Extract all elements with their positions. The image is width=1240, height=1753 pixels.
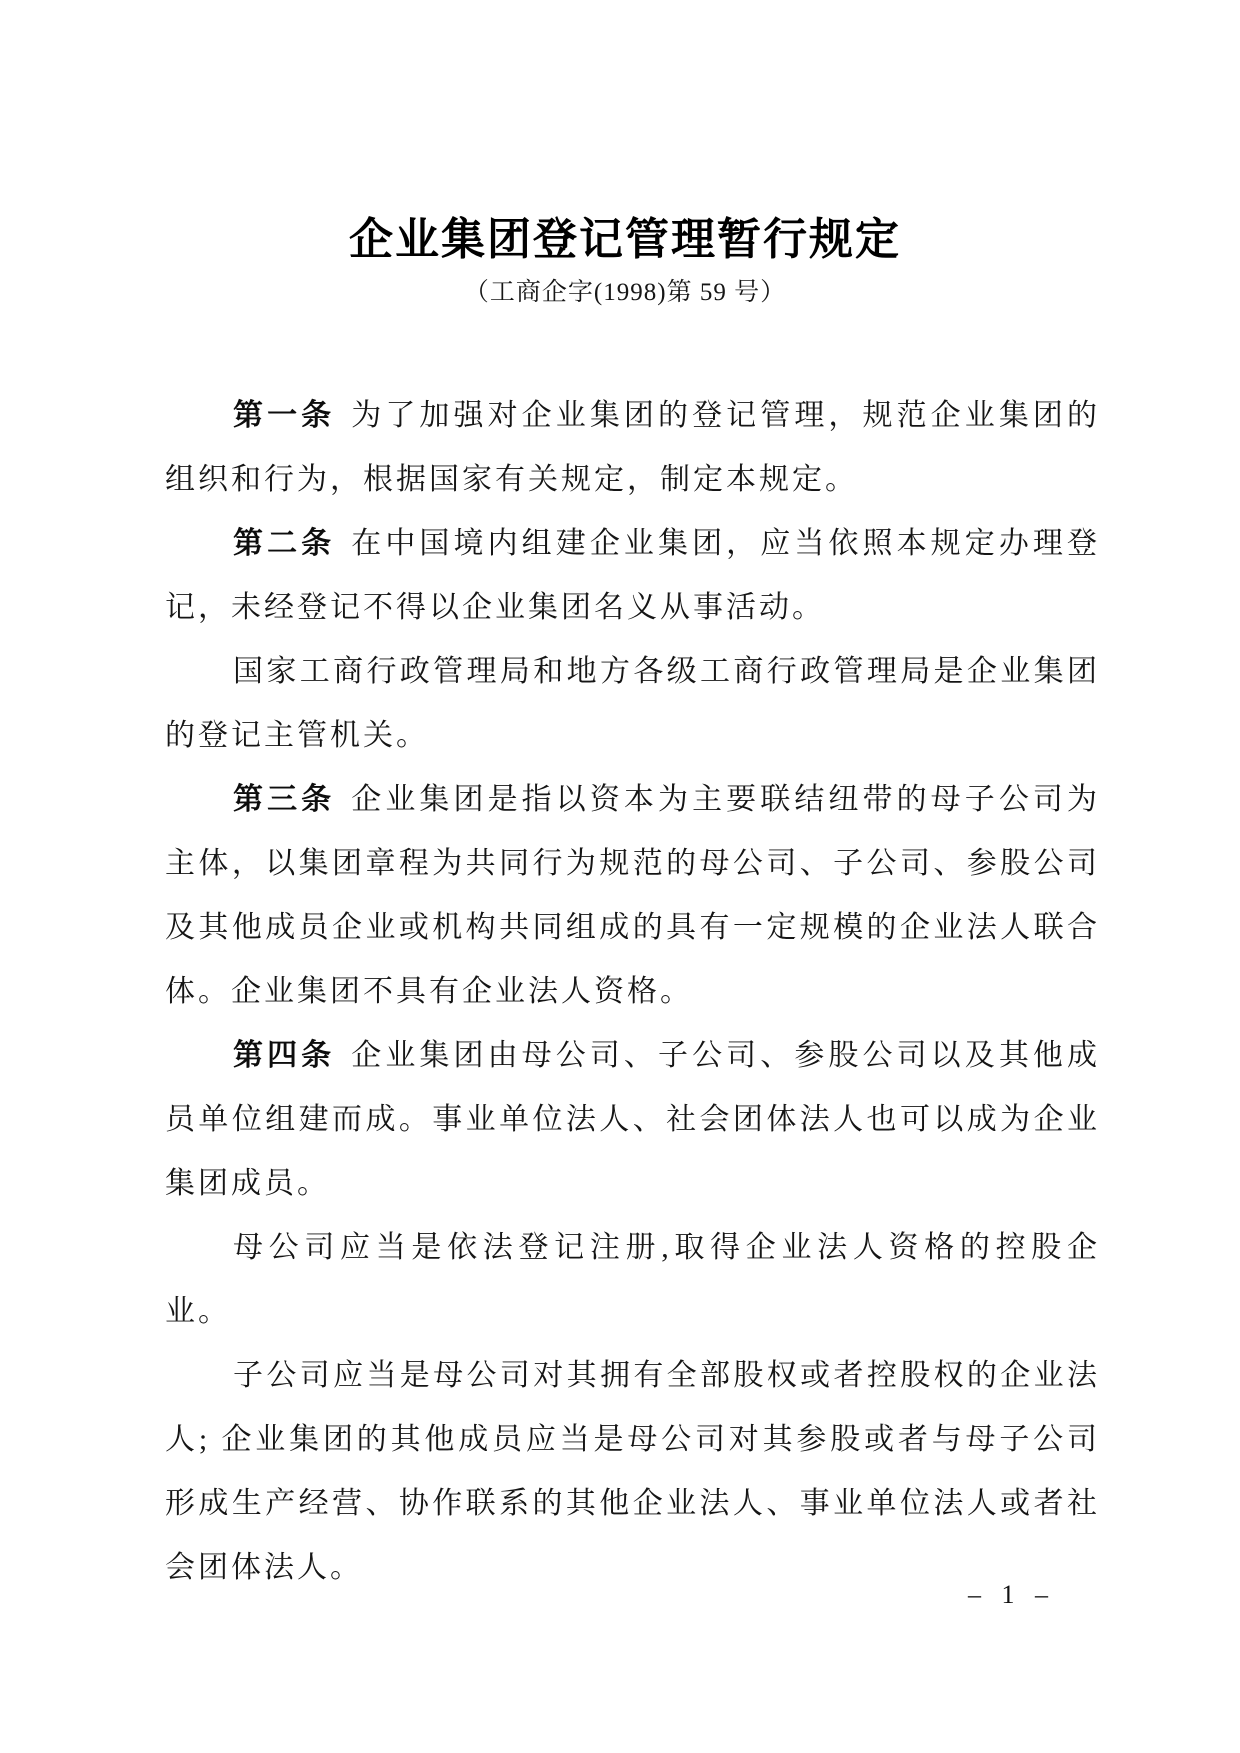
paragraph-article-4-cont-2 [165,1344,1100,1600]
page-number: – 1 – [968,1580,1055,1609]
paragraph-article-2-cont [165,640,1100,768]
paragraph-article-3 [165,768,1100,1024]
document-number: （工商企字(1998)第 59 号） [463,279,787,306]
article-1-text: 为了加强对企业集团的登记管理，规范企业集团的组织和行为，根据国家有关规定，制定本规定。 [165,399,1100,496]
article-4-lead: 第四条 [233,1039,336,1072]
article-4-cont-2-text: 子公司应当是母公司对其拥有全部股权或者控股权的企业法人; 企业集团的其他成员应当是母公司对其参股或者与母子公司形成生产经营、协作联系的其他企业法人、事业单位法人或者社会团体法人。 [165,1359,1100,1584]
document-title: 企业集团登记管理暂行规定 [349,215,901,264]
article-3-lead: 第三条 [233,783,336,816]
paragraph-article-4 [165,1024,1100,1216]
article-2-cont-text: 国家工商行政管理局和地方各级工商行政管理局是企业集团的登记主管机关。 [165,655,1100,752]
paragraph-article-1 [165,384,1100,512]
article-4-cont-1-text: 母公司应当是依法登记注册,取得企业法人资格的控股企业。 [165,1231,1100,1328]
article-3-text: 企业集团是指以资本为主要联结纽带的母子公司为主体，以集团章程为共同行为规范的母公司、子公司、参股公司及其他成员企业或机构共同组成的具有一定规模的企业法人联合体。企业集团不具有企业法人资格。 [165,783,1100,1008]
article-4-text: 企业集团由母公司、子公司、参股公司以及其他成员单位组建而成。事业单位法人、社会团体法人也可以成为企业集团成员。 [165,1039,1100,1200]
paragraph-article-4-cont-1 [165,1216,1100,1344]
paragraph-article-2 [165,512,1100,640]
article-2-lead: 第二条 [233,527,336,560]
document-body [165,384,1100,1600]
article-2-text: 在中国境内组建企业集团，应当依照本规定办理登记，未经登记不得以企业集团名义从事活动。 [165,527,1100,624]
article-1-lead: 第一条 [233,399,336,432]
